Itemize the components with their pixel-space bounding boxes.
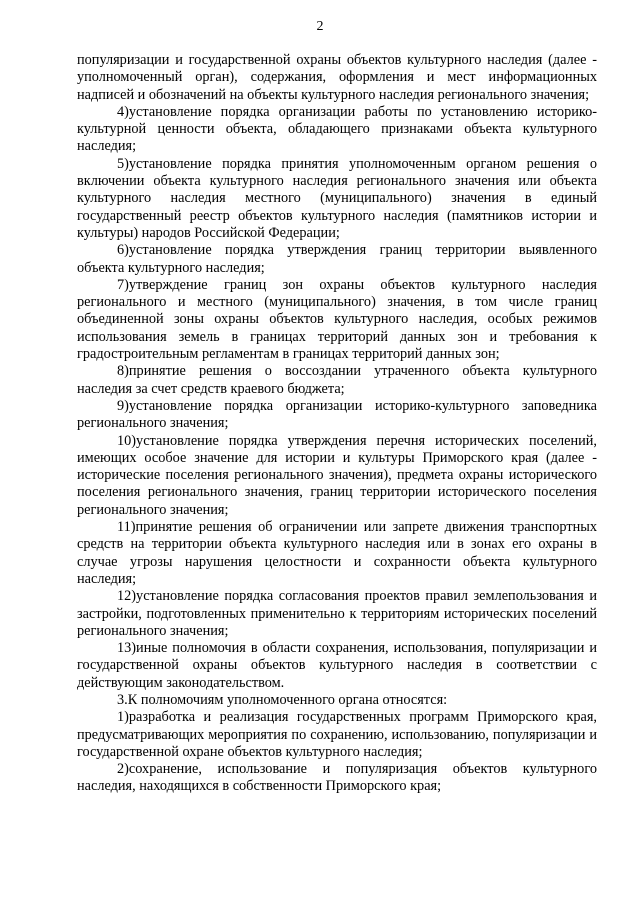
paragraph-item-12: 12)установление порядка согласования проектов правил землепользования и застройки, подготовленных применительно к территориям исторических поселений регионального значения; xyxy=(77,588,597,639)
paragraph-3-item-1: 1)разработка и реализация государственных программ Приморского края, предусматривающих мероприятия по сохранению, использованию, популяризации и государственной охране объектов культурного наследия; xyxy=(77,709,597,760)
paragraph-item-6: 6)установление порядка утверждения границ территории выявленного объекта культурного наследия; xyxy=(77,242,597,276)
paragraph-item-7: 7)утверждение границ зон охраны объектов культурного наследия регионального и местного (муниципального) значения, в том числе границ объединенной зоны охраны объектов культурного наследия, особых режимов использования земель в границах территорий данных зон и требования к градостроительным регламентам в границах территорий данных зон; xyxy=(77,276,597,363)
document-body xyxy=(77,52,597,796)
paragraph-item-9: 9)установление порядка организации историко-культурного заповедника регионального значения; xyxy=(77,397,597,432)
page-number: 2 xyxy=(316,19,324,34)
paragraph-item-10: 10)установление порядка утверждения перечня исторических поселений, имеющих особое значение для истории и культуры Приморского края (далее - исторические поселения регионального значения), предмета охраны исторического поселения регионального значения, границ территории исторического поселения регионального значения; xyxy=(77,432,597,518)
paragraph-continuation: популяризации и государственной охраны объектов культурного наследия (далее - уполномоченный орган), содержания, оформления и мест информационных надписей и обозначений на объекты культурного наследия регионального значения; xyxy=(77,52,597,103)
paragraph-item-5: 5)установление порядка принятия уполномоченным органом решения о включении объекта культурного наследия регионального значения или объекта культурного наследия местного (муниципального) значения в единый государственный реестр объектов культурного наследия (памятников истории и культуры) народов Российской Федерации; xyxy=(77,155,597,241)
paragraph-3-item-2: 2)сохранение, использование и популяризация объектов культурного наследия, находящихся в собственности Приморского края; xyxy=(77,761,597,795)
section-3-heading: 3.К полномочиям уполномоченного органа относятся: xyxy=(117,691,448,708)
paragraph-item-4: 4)установление порядка организации работы по установлению историко-культурной ценности объекта, обладающего признаками объекта культурного наследия; xyxy=(77,103,597,155)
paragraph-item-13: 13)иные полномочия в области сохранения, использования, популяризации и государственной охраны объектов культурного наследия в соответствии с действующим законодательством. xyxy=(77,640,597,691)
paragraph-item-11: 11)принятие решения об ограничении или запрете движения транспортных средств на территории объекта культурного наследия или в зонах его охраны в случае угрозы нарушения целостности и сохранности объекта культурного наследия; xyxy=(77,519,597,587)
paragraph-item-8: 8)принятие решения о воссоздании утраченного объекта культурного наследия за счет средств краевого бюджета; xyxy=(77,363,597,397)
